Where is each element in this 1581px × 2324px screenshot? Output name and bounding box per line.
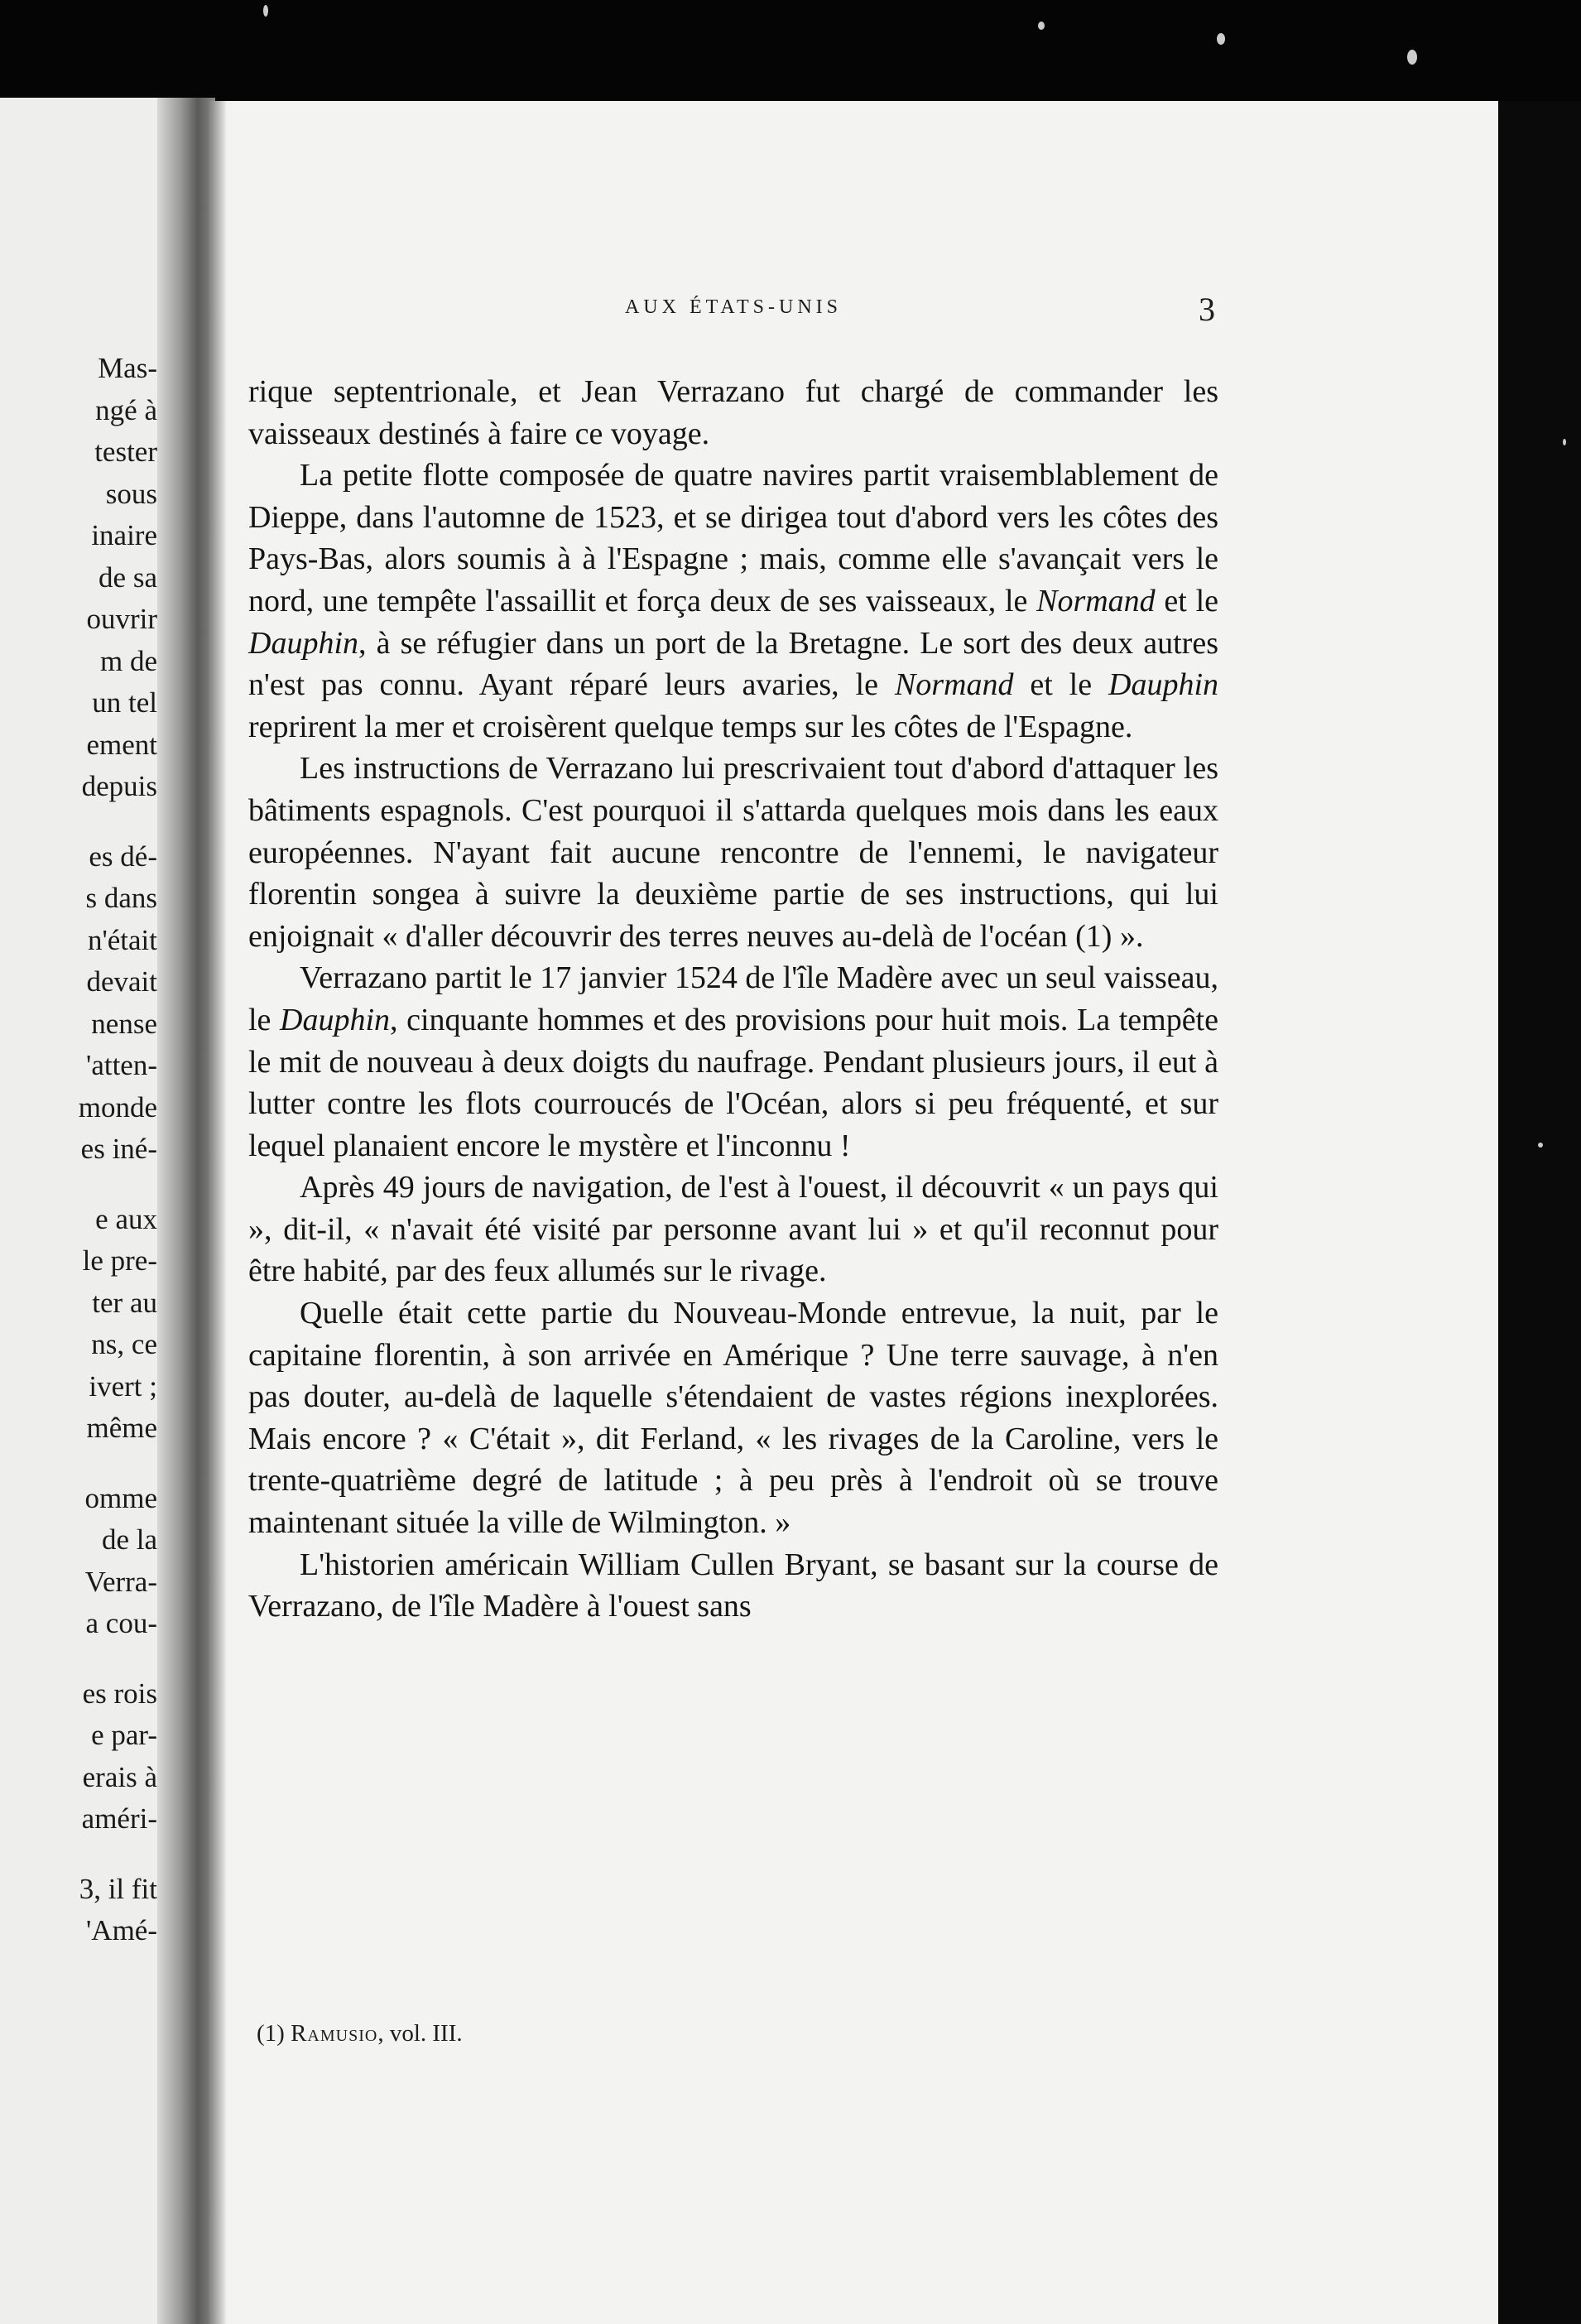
left-page-line: de sa <box>99 561 157 594</box>
left-page-line: a cou- <box>85 1607 157 1639</box>
paragraph-6: Quelle était cette partie du Nouveau-Monde entrevue, la nuit, par le capitaine florentin, à son arrivée en Amérique ? Une terre sauvage, à n'en pas douter, au-delà de laquelle s'étendaient de vastes régions inexplorées. Mais encore ? « C'était », dit Ferland, « les rivages de la Caroline, vers le trente-quatrième degré de latitude ; à peu près à l'endroit où se trouve maintenant située la ville de Wilmington. » <box>248 1296 1218 1541</box>
footnote-reference: , vol. III. <box>377 2020 463 2047</box>
paragraph-3: Les instructions de Verrazano lui prescrivaient tout d'abord d'attaquer les bâtiments espagnols. C'est pourquoi il s'attarda quelques mois dans les eaux européennes. N'ayant fait aucune rencontre de l'ennemi, le navigateur florentin songea à suivre la deuxième partie de ses instructions, qui lui enjoignait « d'aller découvrir des terres neuves au-delà de l'océan (1) ». <box>248 751 1218 954</box>
paragraph-7: L'historien américain William Cullen Bryant, se basant sur la course de Verrazano, de l'île Madère à l'ouest sans <box>248 1547 1218 1624</box>
left-page-gap <box>0 1840 157 1869</box>
footnote-author: Ramusio <box>291 2020 378 2047</box>
left-page-line: devait <box>86 965 157 998</box>
body-text <box>248 371 1218 1628</box>
left-page-line: un tel <box>92 686 157 719</box>
left-page-line: inaire <box>91 519 157 551</box>
left-page-line: 'Amé- <box>86 1914 157 1946</box>
left-page-line: e aux <box>95 1202 157 1235</box>
left-page-line: ement <box>86 728 157 761</box>
background-margin <box>1498 101 1581 2324</box>
left-page-line: 3, il fit <box>79 1872 157 1905</box>
left-page-gap <box>0 808 157 836</box>
left-page-line: Mas- <box>98 352 157 384</box>
left-page-line: sous <box>105 477 157 510</box>
footnote-marker: (1) <box>257 2020 285 2047</box>
page-edge-shadow <box>209 101 227 2324</box>
footnote <box>257 2020 1167 2047</box>
ship-name: Normand <box>894 667 1014 703</box>
left-page-line: ter au <box>92 1286 157 1319</box>
book-gutter <box>157 98 215 2324</box>
ship-name: Dauphin <box>248 625 358 661</box>
left-page-line: es iné- <box>80 1133 157 1165</box>
left-page-gap <box>0 1171 157 1199</box>
left-page-line: e par- <box>91 1719 157 1751</box>
ship-name: Dauphin <box>280 1002 391 1037</box>
left-page-gap <box>0 1645 157 1673</box>
left-page-gap <box>0 1450 157 1478</box>
left-page-line: omme <box>84 1481 157 1514</box>
left-page-line: même <box>86 1412 157 1444</box>
left-page-line: améri- <box>81 1802 157 1835</box>
left-page-line: s dans <box>85 882 157 914</box>
left-page-line: ouvrir <box>86 603 157 635</box>
paragraph-4: Verrazano partit le 17 janvier 1524 de l'île Madère avec un seul vaisseau, le Dauphin, cinquante hommes et des provisions pour huit mois. La tempête le mit de nouveau à deux doigts du naufrage. Pendant plusieurs jours, il eut à lutter contre les flots courroucés de l'Océan, alors si peu fréquenté, et sur lequel planaient encore le mystère et l'inconnu ! <box>248 960 1218 1163</box>
left-page-line: erais à <box>82 1760 157 1793</box>
left-page-line: depuis <box>81 770 157 802</box>
left-page-line: m de <box>99 644 157 677</box>
left-page-line: es rois <box>82 1677 157 1710</box>
page-number: 3 <box>1199 291 1215 328</box>
left-page-line: ns, ce <box>91 1328 157 1360</box>
paragraph-1: rique septentrionale, et Jean Verrazano fut chargé de commander les vaisseaux destinés à faire ce voyage. <box>248 374 1218 451</box>
left-page-line: le pre- <box>82 1244 157 1277</box>
left-page-line: es dé- <box>89 840 157 873</box>
ship-name: Normand <box>1036 583 1156 618</box>
left-page-line: tester <box>94 435 157 468</box>
left-page-line: monde <box>78 1090 157 1124</box>
left-page-line: Verra- <box>84 1565 157 1598</box>
ship-name: Dauphin <box>1108 667 1219 703</box>
left-page-line: de la <box>101 1523 157 1556</box>
left-page-line: ngé à <box>95 393 157 426</box>
left-page-line: n'était <box>87 923 157 956</box>
paragraph-5: Après 49 jours de navigation, de l'est à l'ouest, il découvrit « un pays qui », dit-il, « n'avait été visité par personne avant lui » et qu'il reconnut pour être habité, par des feux allumés sur le rivage. <box>248 1170 1218 1289</box>
running-head: AUX ÉTATS-UNIS <box>624 296 843 318</box>
left-page-line: 'atten- <box>86 1049 157 1081</box>
paragraph-2: La petite flotte composée de quatre navires partit vraisemblablement de Dieppe, dans l'automne de 1523, et se dirigea tout d'abord vers les côtes des Pays-Bas, alors soumis à à l'Espagne ; mais, comme elle s'avançait vers le nord, une tempête l'assaillit et força deux de ses vaisseaux, le Normand et le Dauphin, à se réfugier dans un port de la Bretagne. Le sort des deux autres n'est pas connu. Ayant réparé leurs avaries, le Normand et le Dauphin reprirent la mer et croisèrent quelque temps sur les côtes de l'Espagne. <box>248 458 1219 744</box>
left-page-line: ivert ; <box>89 1369 157 1403</box>
left-page-text <box>0 348 157 1952</box>
left-page-line: nense <box>91 1007 157 1040</box>
